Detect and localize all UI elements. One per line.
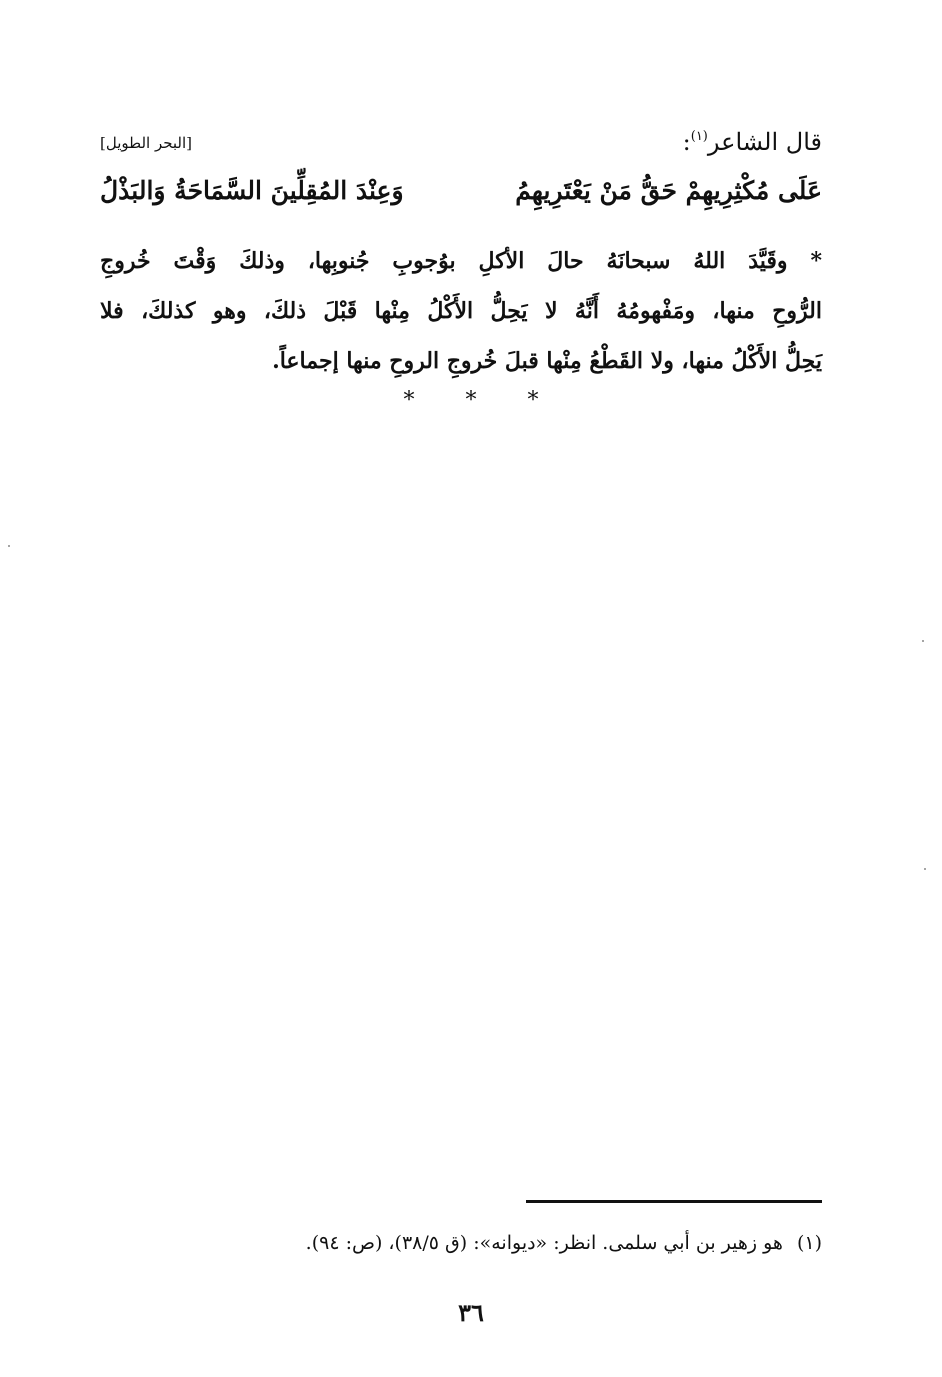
footnote-text: هو زهير بن أبي سلمى. انظر: «ديوانه»: (ق ٣٨/٥)، (ص: ٩٤). [305,1232,783,1254]
poet-intro [683,128,822,156]
page-number: ٣٦ [458,1298,484,1327]
poetry-verse [100,176,822,220]
footnote [100,1232,822,1254]
scan-speck [924,868,926,870]
section-separator: * * * [403,388,561,413]
paragraph-line: يَحِلُّ الأَكْلُ منها، ولا القَطْعُ مِنْها قبلَ خُروجِ الروحِ منها إجماعاً. [272,348,822,374]
poet-intro-colon: : [682,128,691,156]
verse-second-hemistich: وَعِنْدَ المُقِلِّينَ السَّمَاحَةُ وَالبَذْلُ [100,176,404,205]
verse-first-hemistich: عَلَى مُكْثِرِيهِمْ حَقُّ مَنْ يَعْتَرِيهِمُ [515,176,822,205]
footnote-divider [526,1200,822,1203]
paragraph-line: الرُّوحِ منها، ومَفْهومُهُ أَنَّهُ لا يَحِلُّ الأَكْلُ مِنْها قَبْلَ ذلكَ، وهو كذلكَ، فلا [100,298,822,324]
poetic-meter-label: [البحر الطويل] [100,134,193,152]
verse-intro-line [100,128,822,164]
scan-speck [922,640,924,642]
poet-intro-text: قال الشاعر [707,128,822,156]
scan-speck [8,545,10,547]
paragraph-line: * وقَيَّدَ اللهُ سبحانَهُ حالَ الأكلِ بوُجوبِ جُنوبِها، وذلكَ وَقْتَ خُروجِ [100,248,822,274]
footnote-marker: (١) [796,1232,822,1254]
commentary-paragraph [100,236,822,386]
footnote-reference: (١) [690,129,708,144]
